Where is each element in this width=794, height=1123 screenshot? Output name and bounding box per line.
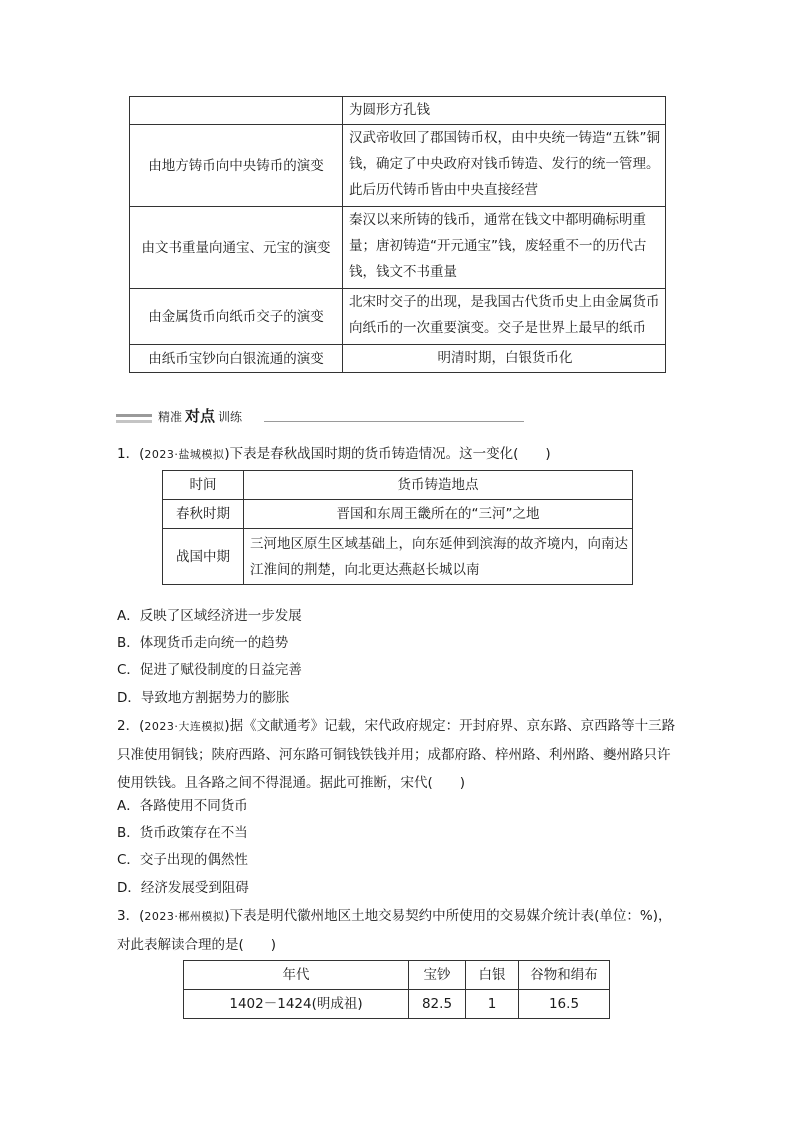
table-cell: 秦汉以来所铸的钱币，通常在钱文中都明确标明重量；唐初铸造“开元通宝”钱，废轻重不一的历代古钱，钱文不书重量 xyxy=(343,207,666,289)
table-header: 年代 xyxy=(184,961,409,990)
table-cell: 晋国和东周王畿所在的“三河”之地 xyxy=(244,500,633,529)
question-3-table xyxy=(183,960,610,1019)
table-header: 货币铸造地点 xyxy=(244,471,633,500)
table-row xyxy=(130,97,666,125)
option-b[interactable]: B．体现货币走向统一的趋势 xyxy=(117,635,289,651)
question-3-stem: 3．(2023·郴州模拟)下表是明代徽州地区土地交易契约中所使用的交易媒介统计表(单位：%)，对此表解读合理的是( ) xyxy=(117,908,672,953)
section-header xyxy=(116,403,416,427)
table-cell: 汉武帝收回了郡国铸币权，由中央统一铸造“五铢”铜钱，确定了中央政府对钱币铸造、发行的统一管理。此后历代铸币皆由中央直接经营 xyxy=(343,125,666,207)
option-a[interactable]: A．反映了区域经济进一步发展 xyxy=(117,608,302,624)
question-2-stem: 2．(2023·大连模拟)据《文献通考》记载，宋代政府规定：开封府界、京东路、京西路等十三路只准使用铜钱；陕府西路、河东路可铜钱铁钱并用；成都府路、梓州路、利州路、夔州路只许使用铁钱。且各路之间不得混通。据此可推断，宋代( ) xyxy=(117,718,676,791)
table-header-row xyxy=(163,471,633,500)
table-cell: 春秋时期 xyxy=(163,500,244,529)
table-header: 时间 xyxy=(163,471,244,500)
table-cell: 战国中期 xyxy=(163,529,244,585)
table-row xyxy=(163,529,633,585)
table-cell: 由文书重量向通宝、元宝的演变 xyxy=(130,207,343,289)
table-row xyxy=(130,345,666,373)
table-row xyxy=(130,207,666,289)
table-row xyxy=(130,125,666,207)
table-cell: 明清时期，白银货币化 xyxy=(343,345,666,373)
table-cell: 为圆形方孔钱 xyxy=(343,97,666,125)
summary-table xyxy=(129,96,666,373)
table-header: 谷物和绢布 xyxy=(519,961,610,990)
table-header: 白银 xyxy=(466,961,519,990)
decorative-bar xyxy=(116,414,152,417)
table-header: 宝钞 xyxy=(409,961,466,990)
question-1-stem: 1．(2023·盐城模拟)下表是春秋战国时期的货币铸造情况。这一变化( ) xyxy=(117,446,551,462)
table-row xyxy=(184,990,610,1019)
option-b[interactable]: B．货币政策存在不当 xyxy=(117,825,248,841)
table-cell: 北宋时交子的出现，是我国古代货币史上由金属货币向纸币的一次重要演变。交子是世界上最早的纸币 xyxy=(343,289,666,345)
option-c[interactable]: C．交子出现的偶然性 xyxy=(117,852,248,868)
table-cell: 1402－1424(明成祖) xyxy=(184,990,409,1019)
divider xyxy=(264,421,524,422)
table-cell: 由纸币宝钞向白银流通的演变 xyxy=(130,345,343,373)
option-c[interactable]: C．促进了赋役制度的日益完善 xyxy=(117,662,302,678)
option-d[interactable]: D．经济发展受到阻碍 xyxy=(117,880,249,896)
table-cell: 1 xyxy=(466,990,519,1019)
table-cell xyxy=(130,97,343,125)
table-cell: 82.5 xyxy=(409,990,466,1019)
table-cell: 16.5 xyxy=(519,990,610,1019)
option-d[interactable]: D．导致地方割据势力的膨胀 xyxy=(117,690,290,706)
table-row xyxy=(130,289,666,345)
decorative-bar xyxy=(116,420,152,423)
table-cell: 由金属货币向纸币交子的演变 xyxy=(130,289,343,345)
question-1-table xyxy=(162,470,633,585)
table-row xyxy=(163,500,633,529)
table-header-row xyxy=(184,961,610,990)
table-cell: 由地方铸币向中央铸币的演变 xyxy=(130,125,343,207)
table-cell: 三河地区原生区域基础上，向东延伸到滨海的故齐境内，向南达江淮间的荆楚，向北更达燕赵长城以南 xyxy=(244,529,633,585)
section-title: 精准 对点 训练 xyxy=(158,407,243,425)
option-a[interactable]: A．各路使用不同货币 xyxy=(117,798,248,814)
